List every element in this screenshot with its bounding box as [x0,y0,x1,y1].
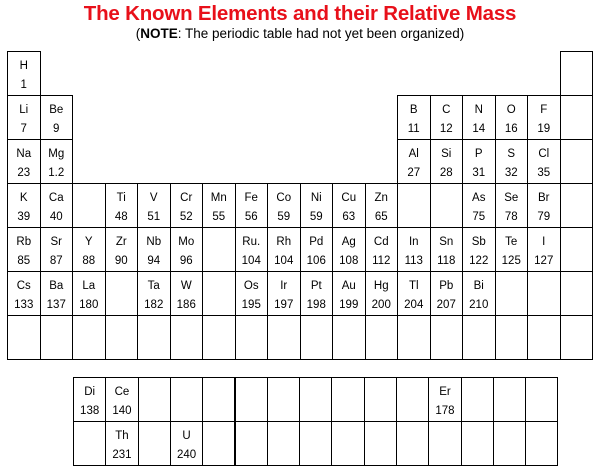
lower-element-th [105,421,138,466]
main-element-mg [40,139,74,184]
element-symbol: Ta [147,280,160,292]
main-element-ni [300,183,334,228]
main-empty-cell [365,315,399,360]
element-symbol: Fe [244,192,258,204]
main-element-br [527,183,561,228]
element-mass: 55 [212,211,226,223]
element-mass: 207 [436,299,456,311]
element-mass: 59 [277,211,291,223]
main-element-ti [105,183,139,228]
lower-empty-cell [331,421,364,466]
element-mass: 113 [404,255,423,267]
element-mass: 31 [472,167,486,179]
element-mass: 182 [144,299,164,311]
main-empty-cell [560,183,594,228]
main-element-cu [332,183,366,228]
element-mass: 90 [114,255,128,267]
lower-empty-cell [525,377,558,422]
main-empty-cell [300,315,334,360]
main-element-zn [365,183,399,228]
main-empty-cell [137,315,171,360]
element-mass: 104 [241,255,261,267]
lower-empty-cell [364,421,397,466]
main-empty-cell [430,315,464,360]
element-mass: 40 [49,211,63,223]
lower-empty-cell [73,421,106,466]
element-symbol: N [474,104,483,116]
lower-empty-cell [461,377,494,422]
element-symbol: Y [84,236,93,248]
lower-empty-cell [525,421,558,466]
element-mass: 178 [435,405,455,417]
lower-empty-cell [138,377,171,422]
element-symbol: Cu [341,192,357,204]
element-symbol: K [19,192,28,204]
lower-empty-cell [235,421,268,466]
element-symbol: P [474,148,483,160]
element-mass: 79 [537,211,551,223]
lower-empty-cell [267,377,300,422]
element-symbol: Al [408,148,419,160]
main-empty-cell [560,271,594,316]
main-element-co [267,183,301,228]
element-mass: 23 [17,167,31,179]
main-empty-cell [332,315,366,360]
element-symbol: Ba [49,280,64,292]
main-empty-cell [40,315,74,360]
lower-element-er [428,377,461,422]
element-symbol: Ca [48,192,64,204]
element-mass: 94 [147,255,161,267]
main-element-s [495,139,529,184]
element-symbol: F [540,104,548,116]
main-element-ta [137,271,171,316]
lower-empty-cell [299,377,332,422]
lower-empty-cell [170,377,203,422]
main-empty-cell [560,51,594,96]
main-empty-cell [560,315,594,360]
main-element-al [397,139,431,184]
element-symbol: Hg [373,280,389,292]
main-element-fe [235,183,269,228]
element-mass: 195 [241,299,261,311]
main-element-ru [235,227,269,272]
element-symbol: Ce [114,386,130,398]
element-mass: 48 [114,211,128,223]
element-symbol: Ag [341,236,356,248]
element-symbol: C [442,104,451,116]
element-mass: 35 [537,167,551,179]
element-symbol: Ir [280,280,288,292]
element-mass: 16 [504,123,518,135]
element-symbol: Cr [180,192,193,204]
element-symbol: Mg [48,148,65,160]
note-text: : The periodic table had not yet been organized) [177,26,465,41]
note-label: NOTE [140,26,178,41]
element-mass: 9 [53,123,60,135]
main-element-na [7,139,41,184]
main-empty-cell [560,227,594,272]
main-element-p [462,139,496,184]
element-symbol: Er [439,386,451,398]
element-symbol: Cd [373,236,389,248]
element-mass: 199 [339,299,359,311]
element-mass: 28 [439,167,453,179]
main-element-c [430,95,464,140]
element-symbol: Sn [439,236,454,248]
main-empty-cell [397,315,431,360]
element-mass: 19 [537,123,551,135]
main-element-v [137,183,171,228]
main-element-as [462,183,496,228]
element-mass: 88 [82,255,96,267]
page-subtitle [0,26,600,41]
element-symbol: Bi [473,280,484,292]
lower-empty-cell [461,421,494,466]
element-symbol: Pd [309,236,324,248]
lower-empty-cell [299,421,332,466]
element-symbol: O [506,104,516,116]
subtitle-open-paren: ( [135,26,141,41]
main-element-ag [332,227,366,272]
element-symbol: Mn [210,192,227,204]
main-element-pd [300,227,334,272]
element-mass: 1 [20,79,27,91]
element-mass: 231 [112,449,132,461]
lower-empty-cell [493,377,526,422]
element-mass: 140 [112,405,132,417]
main-element-pt [300,271,334,316]
element-symbol: Ni [310,192,322,204]
element-symbol: Th [115,430,129,442]
element-symbol: Be [49,104,64,116]
element-symbol: Rh [276,236,292,248]
element-symbol: Zr [115,236,127,248]
element-symbol: H [19,60,28,72]
main-element-os [235,271,269,316]
main-empty-cell [495,271,529,316]
element-symbol: In [408,236,419,248]
element-symbol: Nb [146,236,162,248]
main-empty-cell [105,315,139,360]
element-mass: 75 [472,211,486,223]
lower-empty-cell [138,421,171,466]
element-mass: 39 [17,211,31,223]
element-symbol: V [149,192,158,204]
element-mass: 106 [306,255,326,267]
lower-empty-cell [428,421,461,466]
element-symbol: Ru. [242,236,261,248]
element-mass: 125 [501,255,521,267]
element-symbol: Cl [538,148,550,160]
lower-empty-cell [202,377,235,422]
main-element-nb [137,227,171,272]
element-mass: 204 [404,299,424,311]
main-element-sn [430,227,464,272]
element-mass: 14 [472,123,486,135]
main-element-li [7,95,41,140]
element-mass: 108 [339,255,359,267]
main-element-h [7,51,41,96]
main-element-rb [7,227,41,272]
element-mass: 112 [372,255,391,267]
element-symbol: Os [243,280,259,292]
element-symbol: La [82,280,96,292]
element-symbol: Cs [16,280,31,292]
main-empty-cell [7,315,41,360]
element-symbol: Rb [16,236,32,248]
element-mass: 12 [439,123,453,135]
main-element-si [430,139,464,184]
element-mass: 118 [437,255,456,267]
main-element-n [462,95,496,140]
element-mass: 197 [274,299,294,311]
main-element-cl [527,139,561,184]
main-empty-cell [560,95,594,140]
element-symbol: Co [276,192,292,204]
main-element-ca [40,183,74,228]
page-title: The Known Elements and their Relative Mass [83,2,517,25]
main-element-cs [7,271,41,316]
element-symbol: Si [441,148,452,160]
main-empty-cell [170,315,204,360]
main-element-w [170,271,204,316]
element-mass: 133 [14,299,34,311]
element-mass: 198 [306,299,326,311]
main-empty-cell [202,227,236,272]
lower-empty-cell [396,377,429,422]
main-element-sr [40,227,74,272]
element-mass: 210 [469,299,489,311]
element-mass: 59 [309,211,323,223]
main-element-se [495,183,529,228]
element-mass: 104 [274,255,294,267]
main-empty-cell [430,183,464,228]
element-mass: 200 [371,299,391,311]
element-mass: 65 [374,211,388,223]
element-symbol: W [180,280,192,292]
element-mass: 180 [79,299,99,311]
lower-element-ce [105,377,138,422]
main-empty-cell [202,271,236,316]
element-mass: 240 [176,449,197,461]
element-symbol: Tl [408,280,419,292]
main-element-ir [267,271,301,316]
element-mass: 7 [20,123,27,135]
main-element-b [397,95,431,140]
element-symbol: Mo [178,236,195,248]
main-empty-cell [72,315,106,360]
element-symbol: Au [341,280,356,292]
element-mass: 186 [176,299,196,311]
element-symbol: Br [538,192,550,204]
main-element-au [332,271,366,316]
element-symbol: S [507,148,516,160]
main-element-k [7,183,41,228]
main-element-pb [430,271,464,316]
element-mass: 63 [342,211,356,223]
main-element-o [495,95,529,140]
lower-empty-cell [267,421,300,466]
main-element-zr [105,227,139,272]
main-element-sb [462,227,496,272]
element-symbol: Se [504,192,519,204]
main-element-in [397,227,431,272]
main-empty-cell [527,315,561,360]
element-symbol: Na [16,148,32,160]
lower-empty-cell [493,421,526,466]
element-symbol: Sb [471,236,486,248]
element-mass: 85 [17,255,31,267]
lower-element-u [170,421,203,466]
main-empty-cell [560,139,594,184]
main-element-la [72,271,106,316]
lower-empty-cell [396,421,429,466]
main-element-hg [365,271,399,316]
main-element-cr [170,183,204,228]
main-empty-cell [202,315,236,360]
element-mass: 96 [179,255,193,267]
element-mass: 78 [504,211,518,223]
main-element-mo [170,227,204,272]
main-empty-cell [267,315,301,360]
element-mass: 138 [80,405,100,417]
element-symbol: As [472,192,486,204]
element-symbol: I [542,236,546,248]
element-mass: 51 [147,211,161,223]
lower-element-di [73,377,106,422]
element-symbol: Sr [50,236,62,248]
main-empty-cell [72,183,106,228]
main-empty-cell [495,315,529,360]
main-empty-cell [462,315,496,360]
element-mass: 52 [179,211,193,223]
main-empty-cell [235,315,269,360]
main-element-ba [40,271,74,316]
main-element-be [40,95,74,140]
main-empty-cell [105,271,139,316]
element-mass: 56 [244,211,258,223]
element-symbol: Li [19,104,29,116]
element-mass: 27 [407,167,421,179]
element-symbol: Di [84,386,96,398]
element-symbol: Ti [116,192,126,204]
lower-empty-cell [235,377,268,422]
element-symbol: U [182,430,191,442]
main-element-f [527,95,561,140]
main-element-y [72,227,106,272]
element-mass: 1.2 [48,167,65,179]
lower-empty-cell [364,377,397,422]
element-mass: 127 [534,255,554,267]
lower-empty-cell [202,421,235,466]
element-symbol: Te [505,236,518,248]
main-empty-cell [397,183,431,228]
lower-empty-cell [331,377,364,422]
main-element-cd [365,227,399,272]
element-mass: 87 [49,255,63,267]
element-symbol: Zn [374,192,388,204]
main-empty-cell [527,271,561,316]
main-element-rh [267,227,301,272]
main-element-i [527,227,561,272]
element-mass: 137 [46,299,66,311]
main-element-mn [202,183,236,228]
main-element-bi [462,271,496,316]
element-symbol: Pt [310,280,322,292]
element-symbol: B [409,104,418,116]
element-symbol: Pb [439,280,454,292]
element-mass: 32 [504,167,518,179]
element-mass: 122 [469,255,489,267]
element-mass: 11 [407,123,420,135]
main-element-te [495,227,529,272]
main-element-tl [397,271,431,316]
